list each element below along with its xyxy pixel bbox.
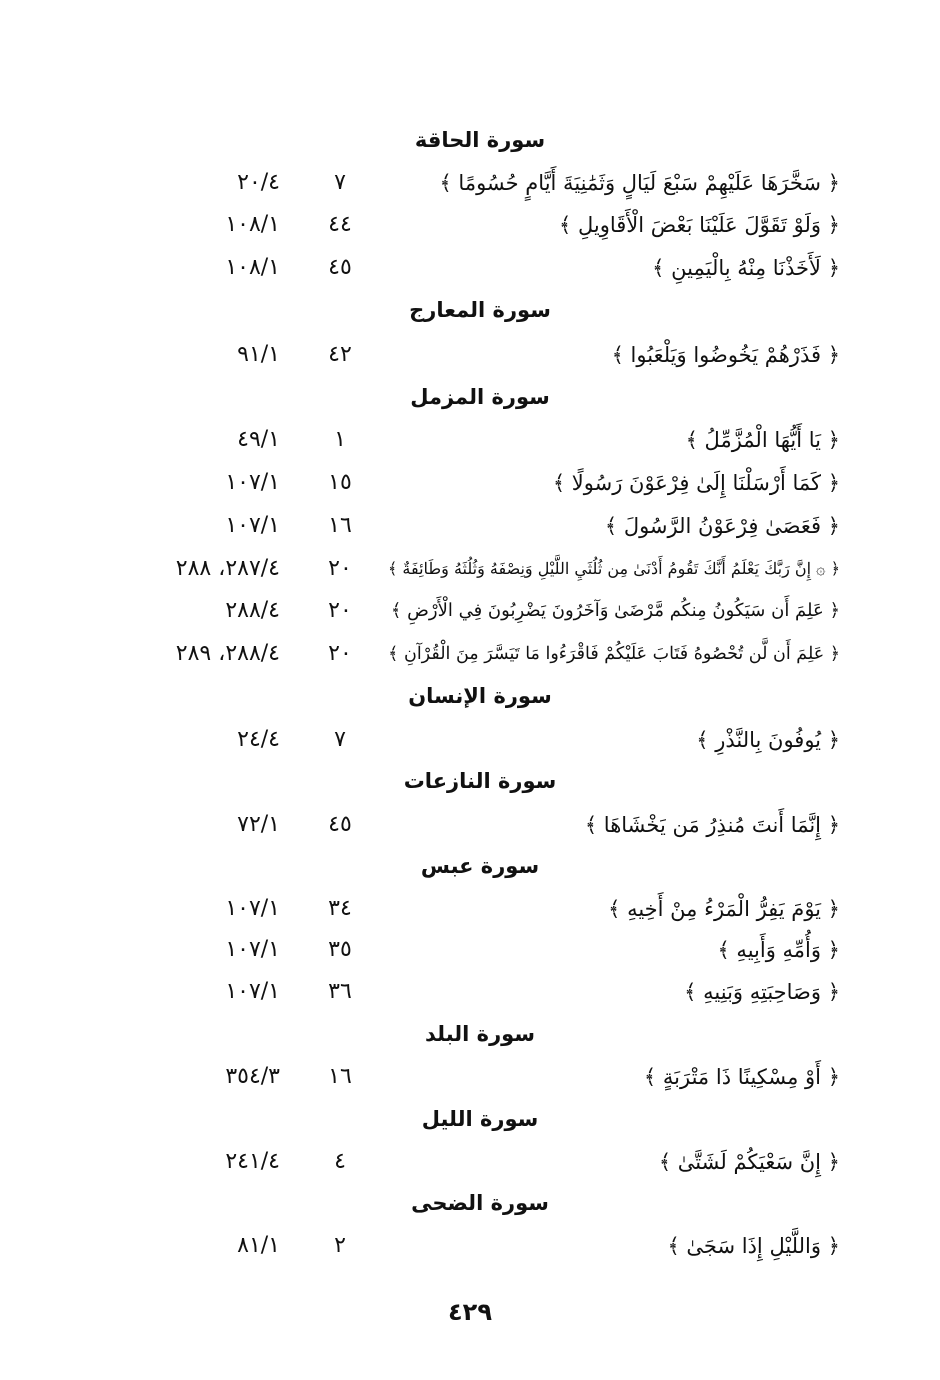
- verse-number: ٢٠: [328, 598, 352, 623]
- verse-text: ﴿ وَصَاحِبَتِهِ وَبَنِيهِ ﴾: [684, 980, 840, 1004]
- surah-heading: سورة المزمل: [410, 385, 550, 409]
- page-reference: ٢٤/٤: [237, 727, 280, 752]
- surah-heading: سورة النازعات: [403, 769, 557, 793]
- surah-heading: سورة الإنسان: [408, 684, 552, 708]
- page-reference: ٧٢/١: [237, 812, 280, 837]
- page-reference: ١٠٧/١: [225, 937, 280, 962]
- verse-number: ٧: [334, 727, 346, 752]
- verse-row: [0, 930, 940, 970]
- page-reference: ٢٨٨/٤، ٢٨٩: [175, 641, 280, 666]
- surah-heading: سورة الحاقة: [414, 128, 546, 152]
- verse-text: ﴿ سَخَّرَهَا عَلَيْهِمْ سَبْعَ لَيَالٍ وَثَمَٰنِيَةَ أَيَّامٍ حُسُومًا ﴾: [439, 171, 840, 195]
- verse-number: ٤٥: [328, 255, 352, 280]
- verse-text: ﴿ يَا أَيُّهَا الْمُزَّمِّلُ ﴾: [685, 428, 840, 452]
- verse-row: [0, 1142, 940, 1182]
- surah-heading: سورة الليل: [421, 1107, 539, 1131]
- verse-row: [0, 163, 940, 203]
- verse-number: ٤٥: [328, 812, 352, 837]
- verse-row: [0, 335, 940, 375]
- verse-row: [0, 205, 940, 245]
- verse-text: ﴿ لَأَخَذْنَا مِنْهُ بِالْيَمِينِ ﴾: [652, 256, 840, 280]
- verse-text: ﴿ وَأُمِّهِ وَأَبِيهِ ﴾: [717, 938, 840, 962]
- page-reference: ٢٨٧/٤، ٢٨٨: [175, 556, 280, 581]
- verse-row: [0, 248, 940, 288]
- verse-number: ١٦: [328, 1064, 352, 1089]
- page-reference: ٩١/١: [237, 342, 280, 367]
- verse-text: ﴿ يُوفُونَ بِالنَّذْرِ ﴾: [696, 728, 840, 752]
- page-reference: ١٠٧/١: [225, 979, 280, 1004]
- verse-row: [0, 1057, 940, 1097]
- verse-number: ٢٠: [328, 556, 352, 581]
- page-reference: ٤٩/١: [237, 427, 280, 452]
- verse-row: [0, 549, 940, 589]
- verse-number: ٣٦: [328, 979, 352, 1004]
- verse-row: [0, 720, 940, 760]
- verse-row: [0, 1226, 940, 1266]
- verse-number: ٢: [334, 1233, 346, 1258]
- surah-heading: سورة المعارج: [409, 298, 551, 322]
- verse-text: ﴿ ۞ إِنَّ رَبَّكَ يَعْلَمُ أَنَّكَ تَقُومُ أَدْنَىٰ مِن ثُلُثَيِ اللَّيْلِ وَنِصْفَهُ وَثُلُثَهُ وَطَائِفَةٌ ﴾: [387, 559, 840, 578]
- verse-row: [0, 463, 940, 503]
- page-reference: ٨١/١: [237, 1233, 280, 1258]
- page-reference: ٣٥٤/٣: [225, 1064, 280, 1089]
- surah-heading: سورة عبس: [420, 854, 540, 878]
- page-reference: ١٠٨/١: [225, 212, 280, 237]
- verse-text: ﴿ كَمَا أَرْسَلْنَا إِلَىٰ فِرْعَوْنَ رَسُولًا ﴾: [552, 471, 840, 495]
- page-reference: ١٠٧/١: [225, 470, 280, 495]
- surah-heading: سورة الضحى: [411, 1191, 549, 1215]
- verse-row: [0, 972, 940, 1012]
- verse-number: ٧: [334, 170, 346, 195]
- verse-text: ﴿ عَلِمَ أَن لَّن تُحْصُوهُ فَتَابَ عَلَيْكُمْ فَاقْرَءُوا مَا تَيَسَّرَ مِنَ الْقُرْآنِ ﴾: [388, 644, 840, 664]
- verse-text: ﴿ فَذَرْهُمْ يَخُوضُوا وَيَلْعَبُوا ﴾: [611, 343, 840, 367]
- page-reference: ٢٠/٤: [237, 170, 280, 195]
- verse-row: [0, 420, 940, 460]
- verse-text: ﴿ أَوْ مِسْكِينًا ذَا مَتْرَبَةٍ ﴾: [643, 1065, 840, 1089]
- verse-row: [0, 805, 940, 845]
- page-reference: ٢٨٨/٤: [225, 598, 280, 623]
- page-reference: ١٠٧/١: [225, 896, 280, 921]
- verse-number: ٣٥: [328, 937, 352, 962]
- page-reference: ١٠٧/١: [225, 513, 280, 538]
- verse-text: ﴿ وَاللَّيْلِ إِذَا سَجَىٰ ﴾: [667, 1234, 840, 1258]
- page-number: ٤٢٩: [448, 1298, 492, 1326]
- verse-row: [0, 506, 940, 546]
- verse-number: ٤٤: [328, 212, 352, 237]
- page-reference: ٢٤١/٤: [225, 1149, 280, 1174]
- verse-number: ٤: [334, 1149, 346, 1174]
- verse-row: [0, 634, 940, 674]
- surah-heading: سورة البلد: [425, 1022, 535, 1046]
- verse-text: ﴿ وَلَوْ تَقَوَّلَ عَلَيْنَا بَعْضَ الْأَقَاوِيلِ ﴾: [558, 213, 840, 237]
- verse-number: ٣٤: [328, 896, 352, 921]
- verse-number: ١٦: [328, 513, 352, 538]
- verse-text: ﴿ عَلِمَ أَن سَيَكُونُ مِنكُم مَّرْضَىٰ وَآخَرُونَ يَضْرِبُونَ فِي الْأَرْضِ ﴾: [390, 600, 840, 621]
- verse-number: ٢٠: [328, 641, 352, 666]
- verse-text: ﴿ فَعَصَىٰ فِرْعَوْنُ الرَّسُولَ ﴾: [604, 514, 840, 538]
- verse-row: [0, 591, 940, 631]
- verse-text: ﴿ يَوْمَ يَفِرُّ الْمَرْءُ مِنْ أَخِيهِ ﴾: [608, 897, 840, 921]
- verse-text: ﴿ إِنَّ سَعْيَكُمْ لَشَتَّىٰ ﴾: [658, 1150, 840, 1174]
- verse-number: ٤٢: [328, 342, 352, 367]
- verse-row: [0, 889, 940, 929]
- verse-number: ١: [334, 427, 346, 452]
- page-reference: ١٠٨/١: [225, 255, 280, 280]
- verse-number: ١٥: [328, 470, 352, 495]
- verse-text: ﴿ إِنَّمَا أَنتَ مُنذِرُ مَن يَخْشَاهَا ﴾: [584, 813, 840, 837]
